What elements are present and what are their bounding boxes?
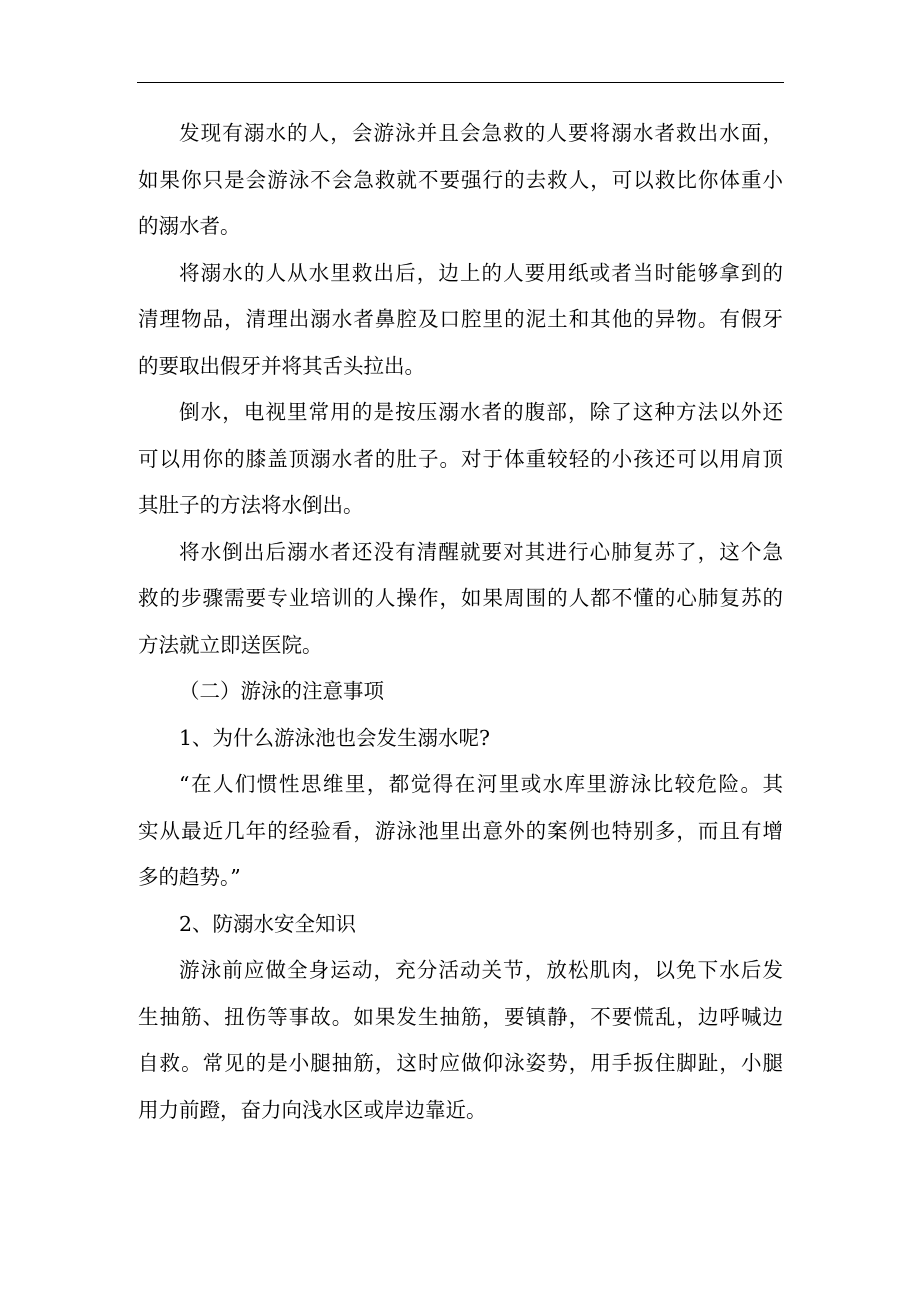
paragraph-line: 将水倒出后溺水者还没有清醒就要对其进行心肺复苏了，这个急: [179, 539, 783, 564]
header-rule: [137, 82, 784, 83]
subheading-why-pool-drowning: 1、为什么游泳池也会发生溺水呢?: [179, 725, 491, 750]
paragraph-line: 生抽筋、扭伤等事故。如果发生抽筋，要镇静，不要慌乱，边呼喊边: [138, 1004, 783, 1029]
paragraph-line: 游泳前应做全身运动，充分活动关节，放松肌肉，以免下水后发: [179, 958, 783, 982]
quote-line: “在人们惯性思维里，都觉得在河里或水库里游泳比较危险。其: [179, 772, 783, 796]
paragraph-line: 的溺水者。: [138, 214, 241, 238]
document-body: [138, 110, 783, 1133]
paragraph-line: 方法就立即送医院。: [138, 632, 323, 657]
paragraph-drain-water: [138, 389, 783, 529]
paragraph-line: 清理物品，清理出溺水者鼻腔及口腔里的泥土和其他的异物。有假牙: [138, 307, 783, 331]
paragraph-clear-airway: [138, 250, 783, 390]
paragraph-rescue-from-water: [138, 110, 783, 250]
paragraph-line: 用力前蹬，奋力向浅水区或岸边靠近。: [138, 1097, 487, 1122]
paragraph-line: 倒水，电视里常用的是按压溺水者的腹部，除了这种方法以外还: [179, 400, 783, 424]
subheading-safety-knowledge: 2、防溺水安全知识: [179, 911, 357, 936]
paragraph-swimming-precautions: [138, 947, 783, 1133]
quote-line: 多的趋势。”: [138, 865, 241, 889]
section-heading: （二）游泳的注意事项: [179, 679, 384, 703]
paragraph-line: 将溺水的人从水里救出后，边上的人要用纸或者当时能够拿到的: [179, 260, 783, 285]
quote-line: 实从最近几年的经验看，游泳池里出意外的案例也特别多，而且有增: [138, 818, 783, 843]
paragraph-line: 自救。常见的是小腿抽筋，这时应做仰泳姿势，用手扳住脚趾，小腿: [138, 1051, 783, 1075]
paragraph-line: 其肚子的方法将水倒出。: [138, 493, 364, 517]
paragraph-line: 的要取出假牙并将其舌头拉出。: [138, 353, 425, 378]
quote-paragraph: [138, 761, 783, 901]
paragraph-line: 可以用你的膝盖顶溺水者的肚子。对于体重较轻的小孩还可以用肩顶: [138, 446, 783, 471]
paragraph-line: 救的步骤需要专业培训的人操作，如果周围的人都不懂的心肺复苏的: [138, 586, 783, 610]
paragraph-line: 如果你只是会游泳不会急救就不要强行的去救人，可以救比你体重小: [138, 167, 783, 192]
paragraph-line: 发现有溺水的人，会游泳并且会急救的人要将溺水者救出水面，: [179, 121, 783, 145]
paragraph-cpr: [138, 529, 783, 669]
